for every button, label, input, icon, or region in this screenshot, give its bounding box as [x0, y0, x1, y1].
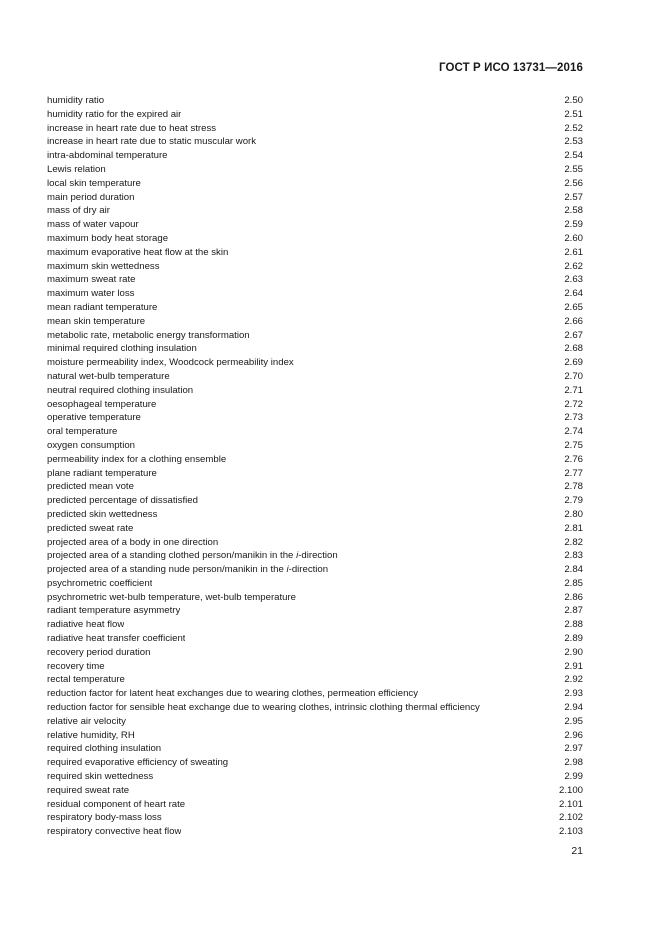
- index-reference-number: 2.102: [558, 812, 583, 824]
- index-entry: [47, 329, 583, 343]
- index-reference-number: 2.85: [564, 577, 583, 589]
- index-entry: [47, 522, 583, 536]
- index-reference-number: 2.75: [564, 439, 583, 451]
- index-term: rectal temperature: [47, 674, 125, 686]
- index-term: recovery period duration: [47, 646, 151, 658]
- index-reference-number: 2.58: [564, 205, 583, 217]
- index-entry: [47, 191, 583, 205]
- index-term: oral temperature: [47, 426, 118, 438]
- index-entry: [47, 163, 583, 177]
- index-entry: [47, 563, 583, 577]
- index-entry: [47, 204, 583, 218]
- index-term: intra-abdominal temperature: [47, 150, 168, 162]
- index-reference-number: 2.73: [564, 412, 583, 424]
- index-entry: [47, 94, 583, 108]
- index-reference-number: 2.100: [558, 784, 583, 796]
- index-entry: [47, 411, 583, 425]
- index-reference-number: 2.99: [564, 771, 583, 783]
- index-term: moisture permeability index, Woodcock permeability index: [47, 357, 294, 369]
- index-term: required evaporative efficiency of sweating: [47, 757, 229, 769]
- index-reference-number: 2.97: [564, 743, 583, 755]
- index-reference-number: 2.86: [564, 591, 583, 603]
- index-term: natural wet-bulb temperature: [47, 370, 170, 382]
- term-index-list: [47, 94, 583, 839]
- index-entry: [47, 687, 583, 701]
- index-reference-number: 2.55: [564, 163, 583, 175]
- index-reference-number: 2.87: [564, 605, 583, 617]
- index-term: reduction factor for sensible heat exchange due to wearing clothes, intrinsic clothing thermal efficiency: [47, 702, 480, 714]
- index-entry: [47, 287, 583, 301]
- index-reference-number: 2.60: [564, 232, 583, 244]
- index-term: maximum skin wettedness: [47, 260, 160, 272]
- index-entry: [47, 618, 583, 632]
- index-term: projected area of a body in one direction: [47, 536, 219, 548]
- index-term: residual component of heart rate: [47, 798, 186, 810]
- index-term: maximum body heat storage: [47, 232, 169, 244]
- index-entry: [47, 135, 583, 149]
- index-reference-number: 2.63: [564, 274, 583, 286]
- index-entry: [47, 811, 583, 825]
- index-term: permeability index for a clothing ensemble: [47, 453, 227, 465]
- index-entry: [47, 370, 583, 384]
- index-entry: [47, 149, 583, 163]
- index-reference-number: 2.89: [564, 633, 583, 645]
- index-reference-number: 2.57: [564, 191, 583, 203]
- index-term: increase in heart rate due to heat stress: [47, 122, 217, 134]
- index-entry: [47, 425, 583, 439]
- index-term: predicted skin wettedness: [47, 508, 158, 520]
- index-term: operative temperature: [47, 412, 141, 424]
- index-reference-number: 2.98: [564, 757, 583, 769]
- index-entry: [47, 315, 583, 329]
- index-entry: [47, 604, 583, 618]
- index-term: reduction factor for latent heat exchanges due to wearing clothes, permeation efficiency: [47, 688, 419, 700]
- index-reference-number: 2.77: [564, 467, 583, 479]
- index-term: radiative heat flow: [47, 619, 125, 631]
- index-reference-number: 2.101: [558, 798, 583, 810]
- index-term: required sweat rate: [47, 784, 130, 796]
- index-reference-number: 2.68: [564, 343, 583, 355]
- index-reference-number: 2.64: [564, 288, 583, 300]
- index-entry: [47, 356, 583, 370]
- index-reference-number: 2.51: [564, 108, 583, 120]
- index-entry: [47, 770, 583, 784]
- index-reference-number: 2.90: [564, 646, 583, 658]
- index-entry: [47, 825, 583, 839]
- index-entry: [47, 632, 583, 646]
- index-term: mean skin temperature: [47, 315, 146, 327]
- index-term: recovery time: [47, 660, 105, 672]
- index-entry: [47, 798, 583, 812]
- index-reference-number: 2.82: [564, 536, 583, 548]
- index-term: predicted mean vote: [47, 481, 134, 493]
- index-entry: [47, 701, 583, 715]
- index-reference-number: 2.56: [564, 177, 583, 189]
- index-entry: [47, 122, 583, 136]
- index-term: predicted percentage of dissatisfied: [47, 495, 198, 507]
- index-reference-number: 2.52: [564, 122, 583, 134]
- index-reference-number: 2.88: [564, 619, 583, 631]
- index-reference-number: 2.83: [564, 550, 583, 562]
- index-entry: [47, 453, 583, 467]
- index-entry: [47, 398, 583, 412]
- index-term: increase in heart rate due to static muscular work: [47, 136, 257, 148]
- index-entry: [47, 756, 583, 770]
- index-reference-number: 2.84: [564, 564, 583, 576]
- index-entry: [47, 108, 583, 122]
- page-number: 21: [571, 845, 583, 857]
- index-term: mass of dry air: [47, 205, 110, 217]
- index-term: neutral required clothing insulation: [47, 384, 194, 396]
- index-reference-number: 2.93: [564, 688, 583, 700]
- index-entry: [47, 729, 583, 743]
- index-entry: [47, 536, 583, 550]
- index-term: respiratory convective heat flow: [47, 826, 182, 838]
- index-entry: [47, 480, 583, 494]
- index-entry: [47, 218, 583, 232]
- index-reference-number: 2.54: [564, 150, 583, 162]
- index-reference-number: 2.65: [564, 301, 583, 313]
- index-entry: [47, 273, 583, 287]
- index-entry: [47, 232, 583, 246]
- index-term: humidity ratio: [47, 95, 105, 106]
- index-entry: [47, 591, 583, 605]
- index-reference-number: 2.70: [564, 370, 583, 382]
- index-term: predicted sweat rate: [47, 522, 134, 534]
- index-term: maximum sweat rate: [47, 274, 136, 286]
- index-entry: [47, 660, 583, 674]
- index-reference-number: 2.81: [564, 522, 583, 534]
- index-reference-number: 2.53: [564, 136, 583, 148]
- index-term: respiratory body-mass loss: [47, 812, 162, 824]
- index-term: mean radiant temperature: [47, 301, 158, 313]
- index-term: Lewis relation: [47, 163, 106, 175]
- index-reference-number: 2.69: [564, 357, 583, 369]
- index-entry: [47, 342, 583, 356]
- index-term: projected area of a standing clothed person/manikin in the i-direction: [47, 550, 338, 562]
- index-term: mass of water vapour: [47, 219, 139, 231]
- index-reference-number: 2.62: [564, 260, 583, 272]
- index-entry: [47, 246, 583, 260]
- document-header: ГОСТ Р ИСО 13731—2016: [438, 62, 583, 74]
- index-term: psychrometric coefficient: [47, 577, 153, 589]
- index-reference-number: 2.71: [564, 384, 583, 396]
- index-entry: [47, 742, 583, 756]
- index-entry: [47, 577, 583, 591]
- index-term: required skin wettedness: [47, 771, 154, 783]
- index-entry: [47, 439, 583, 453]
- index-reference-number: 2.50: [564, 95, 583, 106]
- index-term: plane radiant temperature: [47, 467, 157, 479]
- index-reference-number: 2.74: [564, 426, 583, 438]
- index-reference-number: 2.103: [558, 826, 583, 838]
- index-entry: [47, 177, 583, 191]
- index-term: maximum evaporative heat flow at the skin: [47, 246, 229, 258]
- index-term: maximum water loss: [47, 288, 135, 300]
- index-term: radiative heat transfer coefficient: [47, 633, 186, 645]
- index-entry: [47, 646, 583, 660]
- index-term: oesophageal temperature: [47, 398, 157, 410]
- index-reference-number: 2.76: [564, 453, 583, 465]
- index-entry: [47, 673, 583, 687]
- index-reference-number: 2.61: [564, 246, 583, 258]
- index-reference-number: 2.94: [564, 702, 583, 714]
- index-term: radiant temperature asymmetry: [47, 605, 181, 617]
- index-entry: [47, 715, 583, 729]
- index-reference-number: 2.92: [564, 674, 583, 686]
- index-reference-number: 2.72: [564, 398, 583, 410]
- index-term: relative air velocity: [47, 715, 126, 727]
- index-term: metabolic rate, metabolic energy transformation: [47, 329, 250, 341]
- index-entry: [47, 784, 583, 798]
- index-term: required clothing insulation: [47, 743, 162, 755]
- index-reference-number: 2.59: [564, 219, 583, 231]
- index-term: psychrometric wet-bulb temperature, wet-bulb temperature: [47, 591, 297, 603]
- index-entry: [47, 508, 583, 522]
- index-reference-number: 2.79: [564, 495, 583, 507]
- index-entry: [47, 260, 583, 274]
- index-entry: [47, 301, 583, 315]
- index-term: main period duration: [47, 191, 135, 203]
- index-reference-number: 2.80: [564, 508, 583, 520]
- index-term: humidity ratio for the expired air: [47, 108, 182, 120]
- index-reference-number: 2.96: [564, 729, 583, 741]
- index-term: local skin temperature: [47, 177, 141, 189]
- index-term: relative humidity, RH: [47, 729, 135, 741]
- index-reference-number: 2.67: [564, 329, 583, 341]
- index-entry: [47, 549, 583, 563]
- index-reference-number: 2.95: [564, 715, 583, 727]
- index-entry: [47, 494, 583, 508]
- index-term: minimal required clothing insulation: [47, 343, 197, 355]
- index-reference-number: 2.66: [564, 315, 583, 327]
- index-reference-number: 2.78: [564, 481, 583, 493]
- index-entry: [47, 467, 583, 481]
- index-entry: [47, 384, 583, 398]
- index-reference-number: 2.91: [564, 660, 583, 672]
- index-term: oxygen consumption: [47, 439, 135, 451]
- index-term: projected area of a standing nude person/manikin in the i-direction: [47, 564, 329, 576]
